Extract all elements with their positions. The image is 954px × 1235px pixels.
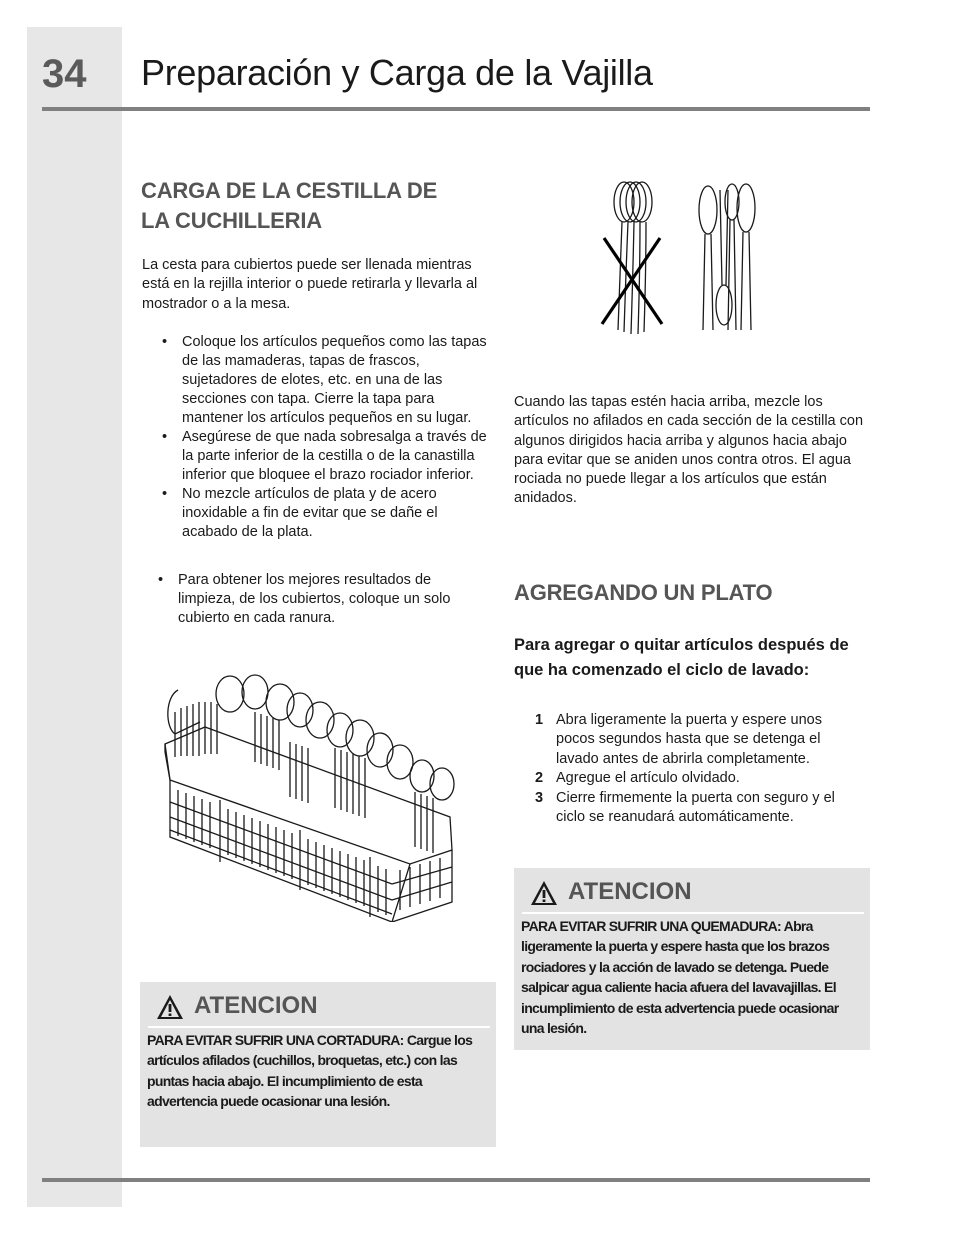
intro-paragraph: La cesta para cubiertos puede ser llenada mientras está en la rejilla interior o puede retirarla y llevarla al mostrador o a la mesa.	[142, 257, 478, 312]
warning-header	[522, 878, 864, 914]
warning-label: ATENCION	[568, 878, 692, 905]
tips-list	[160, 333, 495, 542]
warning-text: PARA EVITAR SUFRIR UNA QUEMADURA: Abra ligeramente la puerta y espere hasta que los brazos rociadores y la acción de lavado se detenga. Puede salpicar agua caliente hacia afuera del lavavajillas. El incumplimiento de esta advertencia puede ocasionar una lesión.	[521, 918, 839, 1037]
add-dish-subheading: Para agregar o quitar artículos después de que ha comenzado el ciclo de lavado:	[514, 636, 849, 679]
page-sidebar	[27, 27, 122, 1207]
utensil-handles	[175, 675, 454, 853]
burn-warning-box	[514, 868, 870, 1050]
warning-triangle-icon	[156, 994, 184, 1020]
alternating-spoons	[699, 184, 755, 330]
silverware-basket-illustration	[160, 672, 460, 922]
warning-label: ATENCION	[194, 992, 318, 1019]
list-item: • Para obtener los mejores resultados de limpieza, de los cubiertos, coloque un solo cubierto en cada ranura.	[156, 571, 456, 628]
list-item: • Coloque los artículos pequeños como las tapas de las mamaderas, tapas de frascos, sujetadores de elotes, etc. en una de las secciones con tapa. Cierre la tapa para mantener los artículos pequeños en su lugar.	[160, 333, 495, 428]
nesting-paragraph: Cuando las tapas estén hacia arriba, mezcle los artículos no afilados en cada sección de la cestilla con algunos dirigidos hacia arriba y algunos hacia abajo para evitar que se aniden unos contra otros. El agua rociada no puede llegar a los artículos que están anidados.	[514, 394, 864, 507]
warning-text: PARA EVITAR SUFRIR UNA CORTADURA: Cargue los artículos afilados (cuchillos, broquetas, etc.) con las puntas hacia abajo. El incumplimiento de esta advertencia puede ocasionar una lesión.	[147, 1032, 473, 1110]
top-divider	[42, 107, 870, 111]
warning-triangle-icon	[530, 880, 558, 906]
page-number: 34	[42, 52, 87, 96]
add-dish-steps	[535, 711, 853, 827]
list-item: 1 Abra ligeramente la puerta y espere unos pocos segundos hasta que se detenga el lavado antes de abrirla completamente.	[535, 712, 822, 767]
list-item: 2 Agregue el artículo olvidado.	[535, 770, 740, 787]
section-heading-add-dish: AGREGANDO UN PLATO	[514, 580, 773, 605]
basket-body	[165, 690, 452, 922]
list-item: • Asegúrese de que nada sobresalga a través de la parte inferior de la cestilla o de la canastilla inferior que bloquee el brazo rociador inferior.	[160, 428, 495, 485]
warning-header	[148, 992, 490, 1028]
cut-warning-box	[140, 982, 496, 1147]
section-heading-cutlery: CARGA DE LA CESTILLA DE LA CUCHILLERIA	[141, 178, 438, 233]
list-item: 3 Cierre firmemente la puerta con seguro y el ciclo se reanudará automáticamente.	[535, 789, 835, 826]
bottom-divider	[42, 1178, 870, 1182]
tips-list-extra	[156, 571, 456, 628]
list-item: • No mezcle artículos de plata y de acero inoxidable a fin de evitar que se dañe el acabado de la plata.	[160, 485, 495, 542]
page-title: Preparación y Carga de la Vajilla	[141, 52, 653, 93]
nested-spoons-illustration	[596, 180, 771, 342]
